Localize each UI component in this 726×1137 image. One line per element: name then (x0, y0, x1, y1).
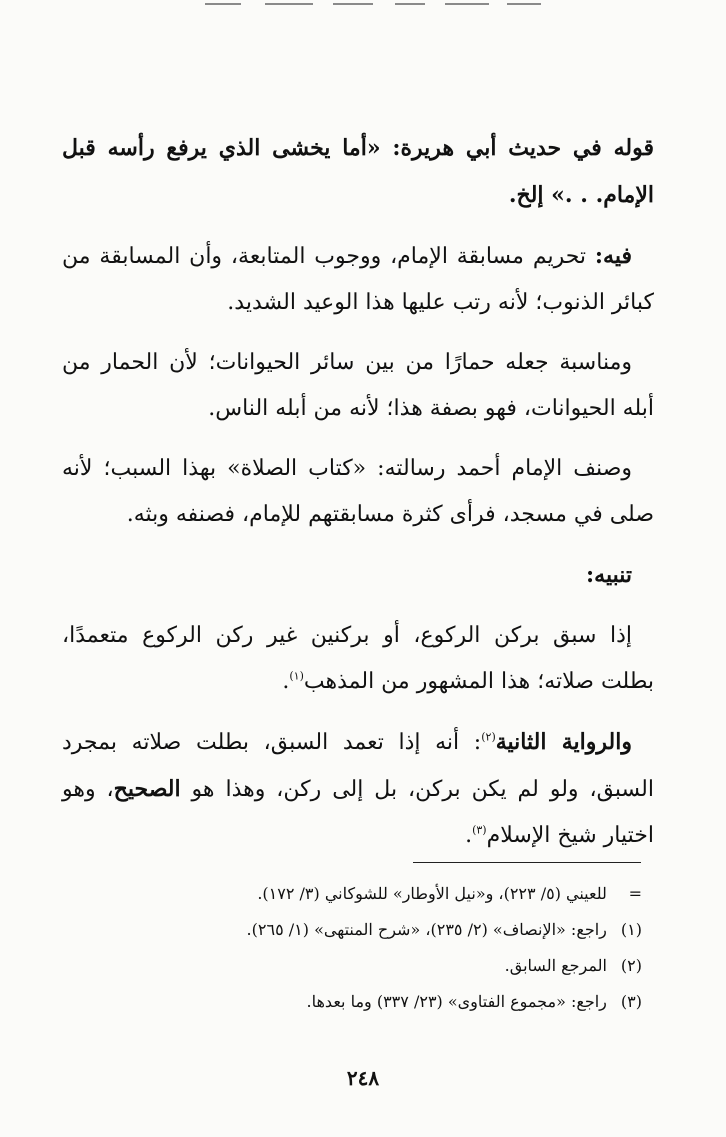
ruling-lead: فيه: (594, 243, 632, 269)
footnote-num: (٢) (620, 956, 642, 975)
first-narration-end: . (282, 669, 290, 694)
first-narration-text: إذا سبق بركن الركوع، أو بركنين غير ركن الركوع متعمدًا، بطلت صلاته؛ هذا المشهور من المذهب (62, 623, 654, 694)
footnote-divider (413, 862, 641, 863)
second-narration-text-b: ، وهو اختيار شيخ الإسلام (62, 777, 654, 848)
footnote-2 (62, 948, 642, 984)
hadith-quote: قوله في حديث أبي هريرة: «أما يخشى الذي يرفع رأسه قبل الإمام. . .» إلخ. (62, 135, 654, 208)
footnote-1 (62, 912, 642, 948)
paragraph-hadith-quote (62, 125, 654, 219)
scan-top-marks (195, 0, 555, 8)
footnote-text: راجع: «مجموع الفتاوى» (٢٣/ ٣٣٧) وما بعدها. (306, 992, 607, 1011)
ahmad-text: وصنف الإمام أحمد رسالته: «كتاب الصلاة» بهذا السبب؛ لأنه صلى في مسجد، فرأى كثرة مسابقتهم للإمام، فصنفه وبثه. (62, 456, 654, 527)
second-narration-end: . (465, 823, 473, 848)
page-number: ٢٤٨ (346, 1066, 380, 1090)
footnote-ref-1[interactable]: (١) (289, 669, 304, 683)
footnote-3 (62, 984, 642, 1020)
footnote-text: للعيني (٥/ ٢٢٣)، و«نيل الأوطار» للشوكاني (٣/ ١٧٢). (257, 884, 607, 903)
footnote-ref-3[interactable]: (٣) (472, 823, 487, 837)
second-narration-lead: والرواية الثانية (495, 729, 632, 755)
paragraph-second-narration (62, 719, 654, 859)
correct-opinion: الصحيح (113, 776, 181, 802)
paragraph-ruling (62, 233, 654, 326)
paragraph-ahmad (62, 446, 654, 538)
paragraph-donkey (62, 340, 654, 432)
ruling-text: تحريم مسابقة الإمام، ووجوب المتابعة، وأن المسابقة من كبائر الذنوب؛ لأنه رتب عليها هذا الوعيد الشديد. (62, 244, 654, 315)
donkey-text: ومناسبة جعله حمارًا من بين سائر الحيوانات؛ لأن الحمار من أبله الحيوانات، فهو بصفة هذا؛ لأنه من أبله الناس. (62, 350, 654, 421)
footnotes (62, 876, 642, 1020)
footnote-num: (١) (620, 920, 642, 939)
footnote-continued (62, 876, 642, 912)
paragraph-first-narration (62, 613, 654, 705)
footnote-text: المرجع السابق. (504, 956, 607, 975)
footnote-text: راجع: «الإنصاف» (٢/ ٢٣٥)، «شرح المنتهى» (١/ ٢٦٥). (246, 920, 607, 939)
paragraph-notice (62, 552, 654, 599)
notice-heading: تنبيه: (586, 562, 632, 588)
main-text (62, 125, 654, 873)
second-narration-text-a: : أنه إذا تعمد السبق، بطلت صلاته بمجرد السبق، ولو لم يكن بركن، بل إلى ركن، وهذا هو (62, 730, 655, 802)
footnote-num: (٣) (620, 992, 642, 1011)
footnote-ref-2[interactable]: (٢) (481, 730, 496, 744)
footnote-num: = (628, 884, 642, 903)
